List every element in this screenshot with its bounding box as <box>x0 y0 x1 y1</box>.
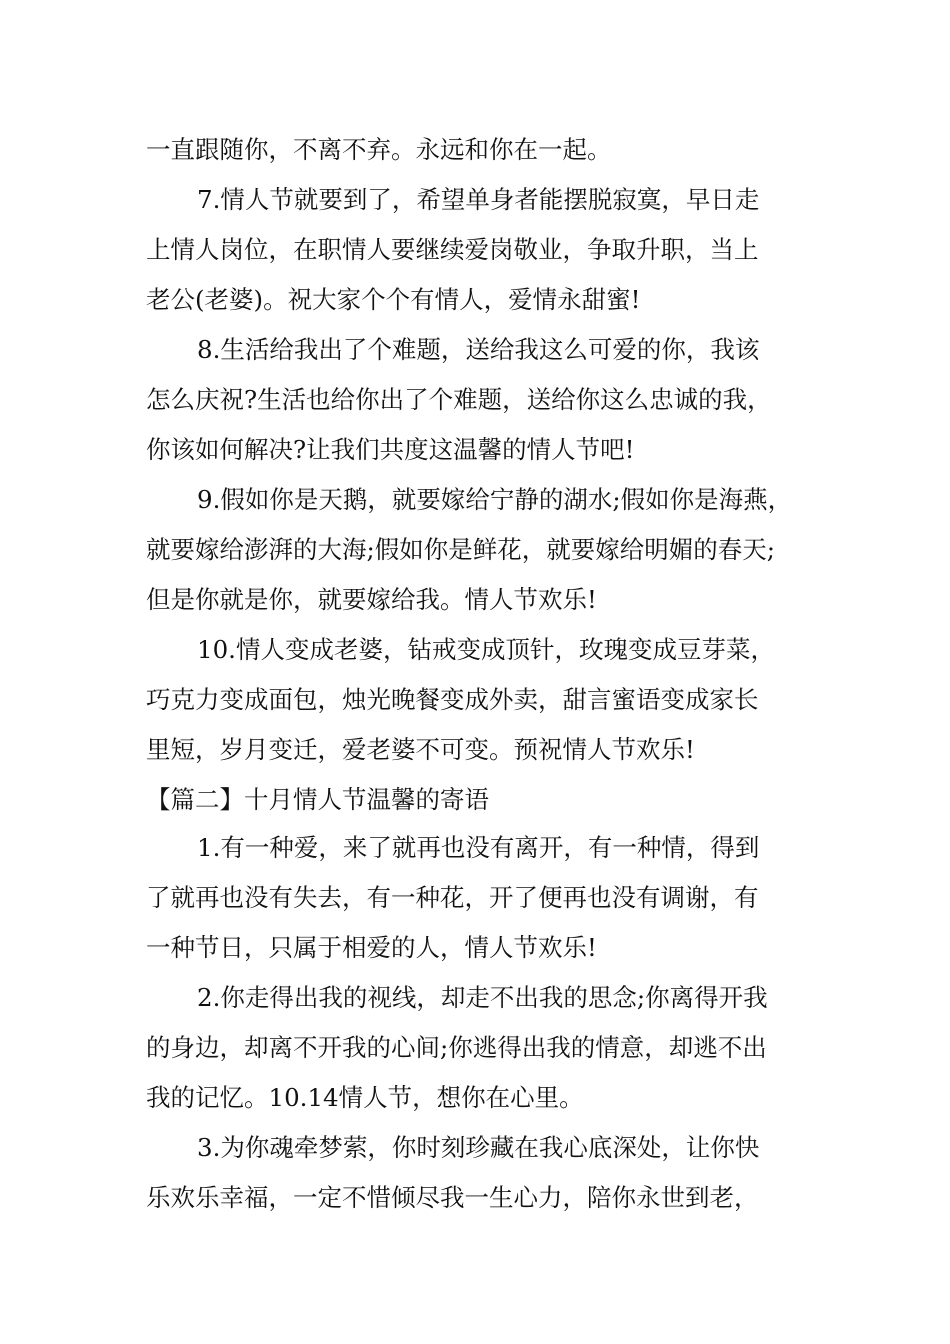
text-line: 乐欢乐幸福，一定不惜倾尽我一生心力，陪你永世到老， <box>146 1183 759 1212</box>
text-line: 巧克力变成面包，烛光晚餐变成外卖，甜言蜜语变成家长 <box>146 685 759 714</box>
text-line: 怎么庆祝?生活也给你出了个难题，送给你这么忠诚的我， <box>146 385 772 414</box>
text-line: 里短，岁月变迁，爱老婆不可变。预祝情人节欢乐! <box>146 735 695 764</box>
text-line: 但是你就是你，就要嫁给我。情人节欢乐! <box>146 585 597 614</box>
text-line: 8.生活给我出了个难题，送给我这么可爱的你，我该 <box>197 335 760 364</box>
section-heading: 【篇二】十月情人节温馨的寄语 <box>146 785 489 814</box>
text-line: 一种节日，只属于相爱的人，情人节欢乐! <box>146 933 597 962</box>
text-line: 一直跟随你，不离不弃。永远和你在一起。 <box>146 135 612 164</box>
text-line: 老公(老婆)。祝大家个个有情人，爱情永甜蜜! <box>146 285 641 314</box>
text-line: 2.你走得出我的视线，却走不出我的思念;你离得开我 <box>197 983 768 1012</box>
text-line: 1.有一种爱，来了就再也没有离开，有一种情，得到 <box>197 833 760 862</box>
text-line: 你该如何解决?让我们共度这温馨的情人节吧! <box>146 435 635 464</box>
text-line: 10.情人变成老婆，钻戒变成顶针，玫瑰变成豆芽菜， <box>197 635 775 664</box>
text-line: 7.情人节就要到了，希望单身者能摆脱寂寞，早日走 <box>197 185 760 214</box>
text-line: 就要嫁给澎湃的大海;假如你是鲜花，就要嫁给明媚的春天; <box>146 535 776 564</box>
text-line: 9.假如你是天鹅，就要嫁给宁静的湖水;假如你是海燕， <box>197 485 793 514</box>
text-line: 3.为你魂牵梦萦，你时刻珍藏在我心底深处，让你快 <box>197 1133 760 1162</box>
text-line: 我的记忆。10.14情人节，想你在心里。 <box>146 1083 584 1112</box>
text-line: 了就再也没有失去，有一种花，开了便再也没有调谢，有 <box>146 883 759 912</box>
text-line: 的身边，却离不开我的心间;你逃得出我的情意，却逃不出 <box>146 1033 767 1062</box>
text-line: 上情人岗位，在职情人要继续爱岗敬业，争取升职，当上 <box>146 235 759 264</box>
